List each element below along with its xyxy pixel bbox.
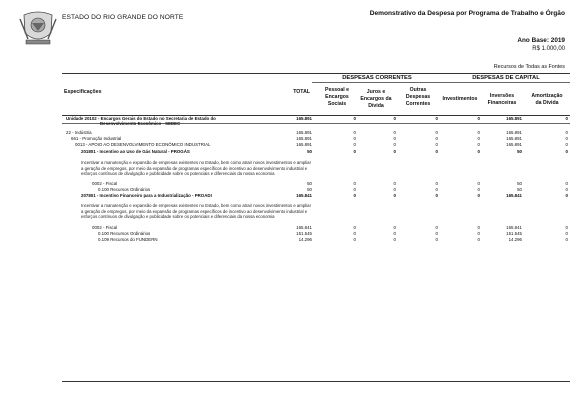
row-value: 0 xyxy=(393,149,396,154)
row-value: 0 xyxy=(477,187,480,192)
row-label: 0.109 Recursos do FUNDERN xyxy=(98,237,158,242)
row-label: 0013 - APOIO AO DESENVOLVIMENTO ECONÔMICO INDUSTRIAL xyxy=(75,142,211,147)
row-value: 0 xyxy=(353,116,356,121)
base-year: Ano Base: 2019 xyxy=(517,37,565,44)
row-label: 0.100 Recursos Ordinários xyxy=(98,231,151,236)
row-value: 0 xyxy=(435,181,438,186)
row-value: 0 xyxy=(353,225,356,230)
table-row xyxy=(0,142,585,149)
row-value: 0 xyxy=(477,142,480,147)
row-value: 0 xyxy=(565,181,568,186)
row-value: 0 xyxy=(435,225,438,230)
row-value: 151.545 xyxy=(296,231,312,236)
row-value: 0 xyxy=(353,231,356,236)
row-value: 165.891 xyxy=(296,116,312,121)
row-value: 0 xyxy=(477,193,480,198)
row-value: 165.891 xyxy=(506,130,522,135)
row-value: 165.841 xyxy=(506,193,522,198)
row-label: 0002 - Fiscal xyxy=(92,225,118,230)
row-value: 0 xyxy=(393,193,396,198)
row-value: 0 xyxy=(353,136,356,141)
row-value: 0 xyxy=(565,193,568,198)
row-value: 0 xyxy=(353,149,356,154)
col-interest: Juros e Encargos da Dívida xyxy=(360,89,392,109)
row-value: 0 xyxy=(565,149,568,154)
row-value: 0 xyxy=(435,136,438,141)
row-value: 14.296 xyxy=(298,237,312,242)
row-value: 0 xyxy=(565,136,568,141)
row-value: 0 xyxy=(353,193,356,198)
currency-unit: R$ 1.000,00 xyxy=(532,46,565,52)
row-value: 0 xyxy=(393,181,396,186)
row-value: 0 xyxy=(393,142,396,147)
row-label: 22 - Indústria xyxy=(66,130,92,135)
row-value: 0 xyxy=(477,130,480,135)
col-investments: Investimentos xyxy=(442,96,478,102)
row-value: 50 xyxy=(517,187,522,192)
row-label: Unidade 20102 - Encargos Gerais do Estado no Secretaria de Estado do xyxy=(66,116,216,121)
table-row xyxy=(0,149,585,156)
table-row xyxy=(0,193,585,200)
row-value: 0 xyxy=(393,130,396,135)
row-value: 0 xyxy=(565,237,568,242)
row-value: 0 xyxy=(565,231,568,236)
row-value: 165.841 xyxy=(296,225,312,230)
row-value: 165.891 xyxy=(506,136,522,141)
row-value: 0 xyxy=(435,142,438,147)
row-value: 0 xyxy=(565,187,568,192)
row-value: 0 xyxy=(353,181,356,186)
program-description: Incentivar a manutenção e expansão de empresas existentes no Estado, bem como atrair novos investimentos e ampliar a geração de empregos, por meio da expansão de programas específicos de incentivo ao desenvolvimento industrial e esforços contínuos de divulgação e publicidade sobre os potenciais e diferenciais da nossa economia xyxy=(81,160,312,177)
row-label: 0.100 Recursos Ordinários xyxy=(98,187,151,192)
row-value: 0 xyxy=(353,237,356,242)
row-value: 50 xyxy=(307,187,312,192)
row-label-continued: Desenvolvimento Econômico - SEDEC xyxy=(100,121,181,126)
row-value: 0 xyxy=(435,193,438,198)
row-value: 0 xyxy=(435,231,438,236)
col-debt-amortization: Amortização da Dívida xyxy=(531,93,563,106)
col-total: TOTAL xyxy=(293,89,310,95)
row-value: 0 xyxy=(435,130,438,135)
row-value: 165.891 xyxy=(506,142,522,147)
row-value: 151.545 xyxy=(506,231,522,236)
row-value: 0 xyxy=(435,237,438,242)
row-value: 0 xyxy=(477,225,480,230)
row-value: 0 xyxy=(353,130,356,135)
row-value: 0 xyxy=(565,130,568,135)
row-value: 165.891 xyxy=(506,116,522,121)
current-expenses-group: DESPESAS CORRENTES xyxy=(342,75,412,81)
row-value: 0 xyxy=(393,116,396,121)
row-value: 0 xyxy=(565,225,568,230)
program-description: Incentivar a manutenção e expansão de empresas existentes no Estado, bem como atrair novos investimentos e ampliar a geração de empregos, por meio da expansão de programas específicos de incentivo ao desenvolvimento industrial e esforços contínuos de divulgação e publicidade sobre os potenciais e diferenciais da nossa economia xyxy=(81,203,312,220)
row-value: 165.891 xyxy=(296,142,312,147)
row-value: 0 xyxy=(565,142,568,147)
row-label: 201801 - Incentivo ao Uso de Gás Natural - PROGÁS xyxy=(81,149,190,154)
row-value: 50 xyxy=(307,149,312,154)
report-title: Demonstrativo da Despesa por Programa de Trabalho e Órgão xyxy=(369,10,565,17)
row-value: 50 xyxy=(517,149,522,154)
col-specification: Especificações xyxy=(64,89,102,95)
row-label: 661 - Promoção Industrial xyxy=(71,136,122,141)
row-value: 0 xyxy=(477,231,480,236)
row-value: 165.891 xyxy=(296,130,312,135)
table-row xyxy=(0,237,585,244)
row-label: 0002 - Fiscal xyxy=(92,181,118,186)
col-financial-inversions: Inversões Financeiras xyxy=(487,93,517,106)
row-value: 0 xyxy=(393,231,396,236)
row-value: 0 xyxy=(393,187,396,192)
row-value: 165.891 xyxy=(296,136,312,141)
row-value: 0 xyxy=(477,116,480,121)
table-row xyxy=(0,116,585,126)
row-value: 0 xyxy=(435,116,438,121)
row-label: 207801 - Incentivo Financeiro para a Industrialização - PROADI xyxy=(81,193,212,198)
page-bottom-rule xyxy=(62,381,570,382)
row-value: 50 xyxy=(307,181,312,186)
row-value: 0 xyxy=(435,149,438,154)
row-value: 165.841 xyxy=(506,225,522,230)
row-value: 0 xyxy=(565,116,568,121)
sources-note: Recursos de Todas as Fontes xyxy=(493,64,565,70)
row-value: 0 xyxy=(353,142,356,147)
row-value: 0 xyxy=(393,225,396,230)
row-value: 14.296 xyxy=(508,237,522,242)
row-value: 165.841 xyxy=(296,193,312,198)
row-value: 0 xyxy=(393,237,396,242)
row-value: 0 xyxy=(477,136,480,141)
col-personnel: Pessoal e Encargos Sociais xyxy=(325,87,349,107)
col-other-current: Outras Despesas Correntes xyxy=(405,87,431,107)
row-value: 0 xyxy=(477,237,480,242)
row-value: 50 xyxy=(517,181,522,186)
row-value: 0 xyxy=(435,187,438,192)
row-value: 0 xyxy=(477,181,480,186)
row-value: 0 xyxy=(353,187,356,192)
state-name: ESTADO DO RIO GRANDE DO NORTE xyxy=(62,14,184,21)
state-coat-of-arms-logo xyxy=(18,9,58,47)
row-value: 0 xyxy=(393,136,396,141)
row-value: 0 xyxy=(477,149,480,154)
capital-expenses-group: DESPESAS DE CAPITAL xyxy=(472,75,540,81)
table-top-rule xyxy=(62,73,570,74)
group-rule xyxy=(312,82,570,83)
